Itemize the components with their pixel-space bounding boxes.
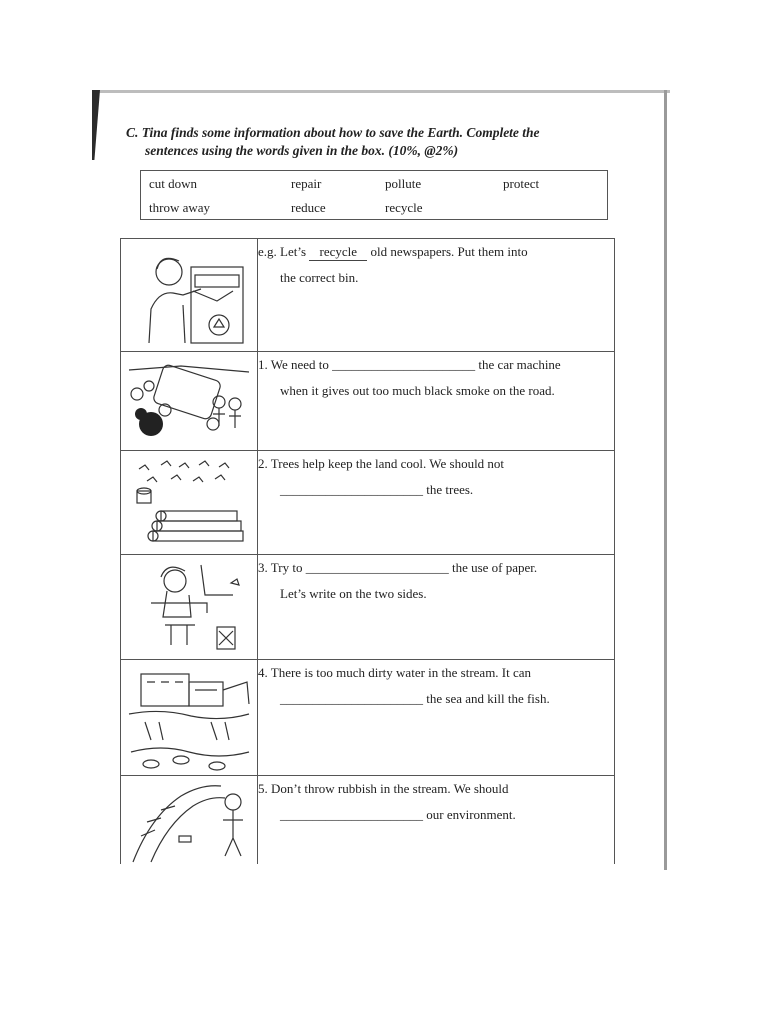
q1-number: 1. — [258, 357, 268, 372]
q1-before: We need to — [270, 357, 329, 372]
table-row — [121, 239, 615, 352]
example-prefix: e.g. Let’s — [258, 244, 307, 259]
q3-blank[interactable]: ______________________ — [305, 560, 449, 575]
table-row — [121, 451, 615, 555]
word-recycle: recycle — [385, 200, 423, 215]
example-answer: recycle — [309, 244, 367, 261]
q1-blank[interactable]: ______________________ — [332, 357, 476, 372]
heading-line-1: C. Tina finds some information about how to save the Earth. Complete the — [126, 125, 540, 140]
stream-child-illustration — [121, 776, 257, 864]
word-box — [140, 170, 608, 220]
smoky-car-illustration — [121, 352, 257, 450]
question-1 — [258, 352, 615, 451]
word-repair: repair — [291, 176, 322, 191]
picture-polluted-stream — [121, 660, 258, 776]
scan-edge-right — [664, 90, 667, 870]
picture-smoky-car — [121, 352, 258, 451]
q3-line-2: Let’s write on the two sides. — [280, 586, 427, 601]
q1-line-2: when it gives out too much black smoke on the road. — [280, 383, 555, 398]
q4-line-1: There is too much dirty water in the stream. It can — [270, 665, 532, 680]
question-2 — [258, 451, 615, 555]
q5-after: our environment. — [426, 807, 516, 822]
table-row — [121, 555, 615, 660]
q3-after: the use of paper. — [451, 560, 538, 575]
example-line-2: the correct bin. — [280, 270, 359, 285]
word-reduce: reduce — [291, 200, 326, 215]
q4-number: 4. — [258, 665, 268, 680]
example-suffix: old newspapers. Put them into — [370, 244, 528, 259]
picture-writing-desk — [121, 555, 258, 660]
q5-number: 5. — [258, 781, 268, 796]
exercise-table — [120, 238, 615, 864]
heading-line-2: sentences using the words given in the box. (10%, @2%) — [145, 143, 459, 158]
table-row — [121, 660, 615, 776]
recycling-illustration — [121, 239, 257, 351]
polluted-stream-illustration — [121, 660, 257, 775]
q2-after: the trees. — [426, 482, 474, 497]
picture-recycling — [121, 239, 258, 352]
cut-logs-illustration — [121, 451, 257, 554]
example-sentence — [258, 239, 615, 352]
word-pollute: pollute — [385, 176, 422, 191]
q5-line-1: Don’t throw rubbish in the stream. We should — [271, 781, 509, 796]
q3-number: 3. — [258, 560, 268, 575]
q3-before: Try to — [270, 560, 303, 575]
q4-after: the sea and kill the fish. — [426, 691, 550, 706]
question-3 — [258, 555, 615, 660]
q2-line-1: Trees help keep the land cool. We should not — [270, 456, 505, 471]
picture-stream-child — [121, 776, 258, 865]
question-5 — [258, 776, 615, 865]
q2-number: 2. — [258, 456, 268, 471]
scan-edge-top — [92, 90, 670, 93]
q1-after: the car machine — [478, 357, 561, 372]
word-cut-down: cut down — [149, 176, 198, 191]
table-row — [121, 776, 615, 865]
q4-blank[interactable]: ______________________ — [280, 691, 423, 706]
q2-blank[interactable]: ______________________ — [280, 482, 423, 497]
writing-desk-illustration — [121, 555, 257, 659]
table-row — [121, 352, 615, 451]
picture-cut-logs — [121, 451, 258, 555]
word-protect: protect — [503, 176, 540, 191]
section-heading — [126, 124, 596, 160]
question-4 — [258, 660, 615, 776]
q5-blank[interactable]: ______________________ — [280, 807, 423, 822]
word-throw-away: throw away — [149, 200, 211, 215]
